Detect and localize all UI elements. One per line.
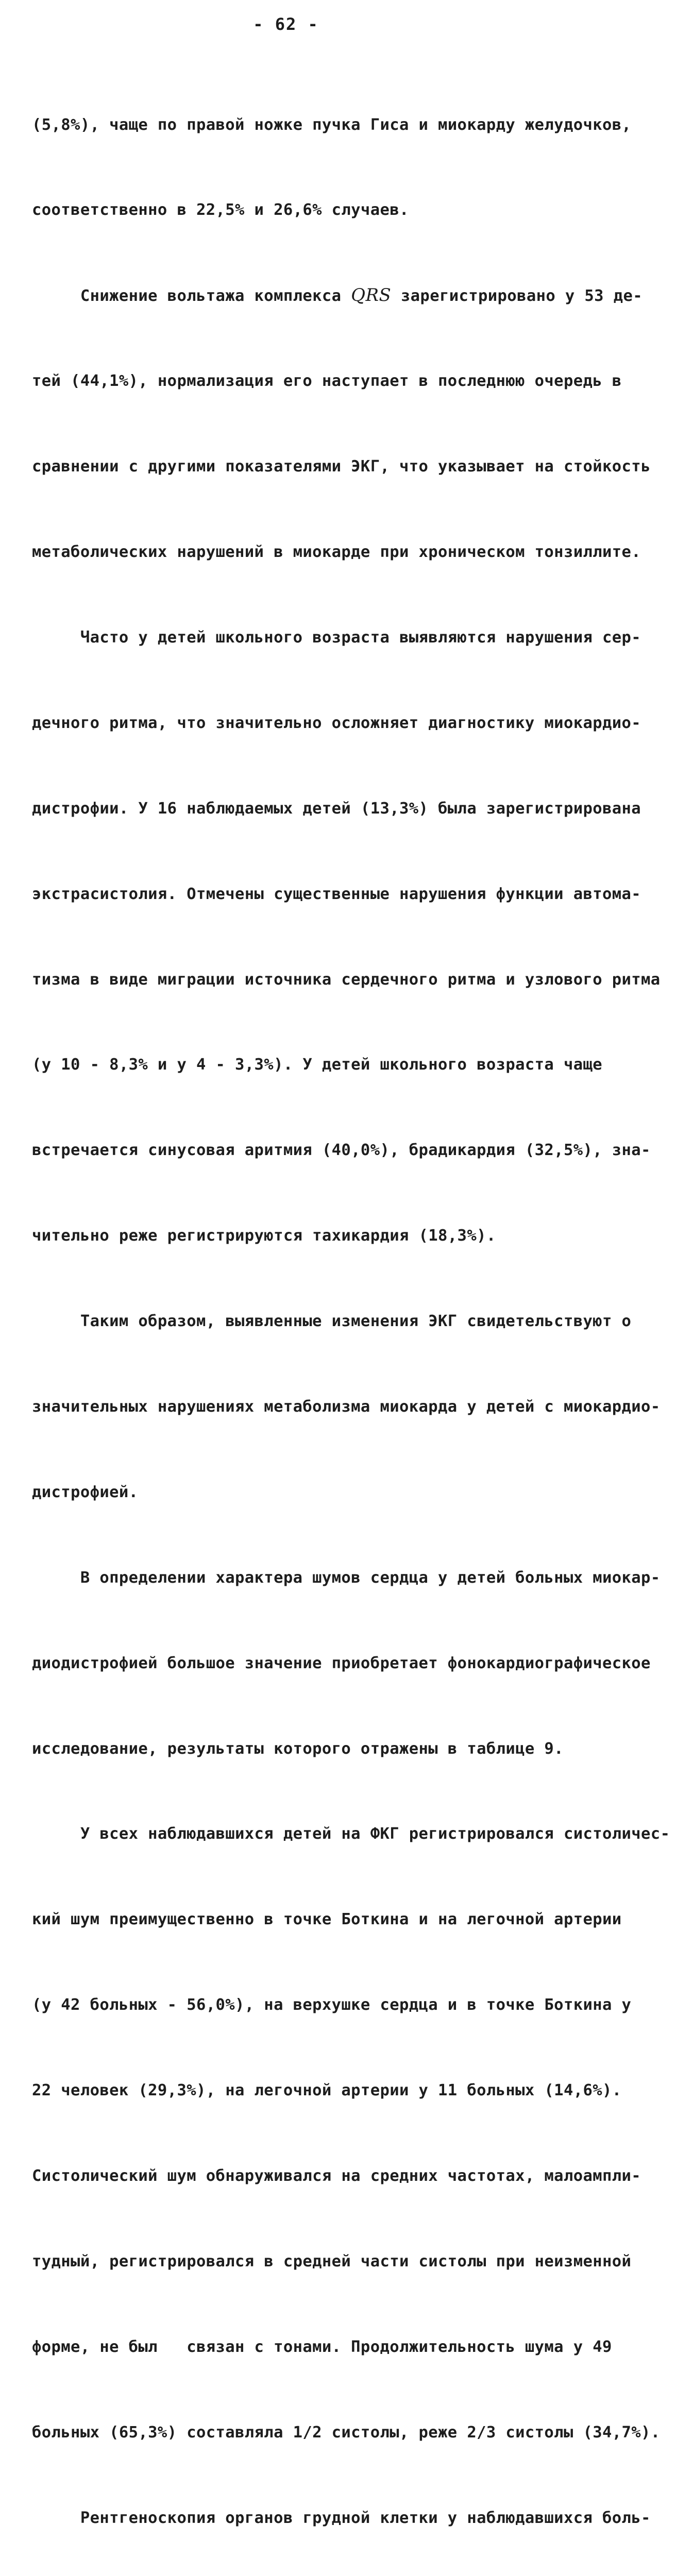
text-line: Рентгеноскопия органов грудной клетки у наблюдавшихся боль- (32, 2509, 651, 2527)
text-line: В определении характера шумов сердца у детей больных миокар- (32, 1568, 661, 1587)
text-fragment: зарегистрировано у 53 де- (391, 287, 643, 306)
text-line: У всех наблюдавшихся детей на ФКГ регистрировался систоличес- (32, 1825, 670, 1843)
text-line: Таким образом, выявленные изменения ЭКГ свидетельствуют о (32, 1312, 632, 1331)
text-line: чительно реже регистрируются тахикардия (18,3%). (32, 1227, 496, 1245)
text-line: дистрофии. У 16 наблюдаемых детей (13,3%) была зарегистрирована (32, 799, 641, 818)
text-line: дечного ритма, что значительно осложняет диагностику миокардио- (32, 714, 641, 732)
text-line: тей (44,1%), нормализация его наступает в последнюю очередь в (32, 372, 622, 391)
text-line (32, 281, 671, 310)
text-line: 22 человек (29,3%), на легочной артерии у 11 больных (14,6%). (32, 2081, 622, 2100)
text-line: Систолический шум обнаруживался на средних частотах, малоампли- (32, 2166, 641, 2185)
text-line: тудный, регистрировался в средней части систолы при неизменной (32, 2252, 632, 2270)
text-line: диодистрофией большое значение приобретает фонокардиографическое (32, 1654, 651, 1672)
text-line: соответственно в 22,5% и 26,6% случаев. (32, 201, 409, 219)
text-line: дистрофией. (32, 1483, 139, 1501)
page-number: - 62 - (253, 14, 319, 34)
text-line: тизма в виде миграции источника сердечного ритма и узлового ритма (32, 970, 661, 989)
text-line: экстрасистолия. Отмечены существенные нарушения функции автома- (32, 885, 641, 903)
text-line: значительных нарушениях метаболизма миокарда у детей с миокардио- (32, 1397, 661, 1416)
text-line: больных (65,3%) составляла 1/2 систолы, реже 2/3 систолы (34,7%). (32, 2423, 661, 2442)
text-line: Часто у детей школьного возраста выявляются нарушения сер- (32, 628, 641, 647)
text-line: форме, не был связан с тонами. Продолжительность шума у 49 (32, 2337, 612, 2356)
text-line: сравнении с другими показателями ЭКГ, что указывает на стойкость (32, 457, 651, 476)
text-line: кий шум преимущественно в точке Боткина и на легочной артерии (32, 1910, 622, 1929)
body-text (32, 54, 671, 2576)
text-line: исследование, результаты которого отражены в таблице 9. (32, 1739, 564, 1758)
text-fragment: Снижение вольтажа комплекса (32, 287, 351, 306)
text-line: (5,8%), чаще по правой ножке пучка Гиса и миокарду желудочков, (32, 115, 632, 134)
handwritten-insertion: QRS (351, 285, 392, 306)
text-line: метаболических нарушений в миокарде при хроническом тонзиллите. (32, 543, 641, 562)
text-line: (у 10 - 8,3% и у 4 - 3,3%). У детей школьного возраста чаще (32, 1056, 602, 1074)
text-line: встречается синусовая аритмия (40,0%), брадикардия (32,5%), зна- (32, 1141, 651, 1160)
text-line: (у 42 больных - 56,0%), на верхушке сердца и в точке Боткина у (32, 1996, 632, 2014)
